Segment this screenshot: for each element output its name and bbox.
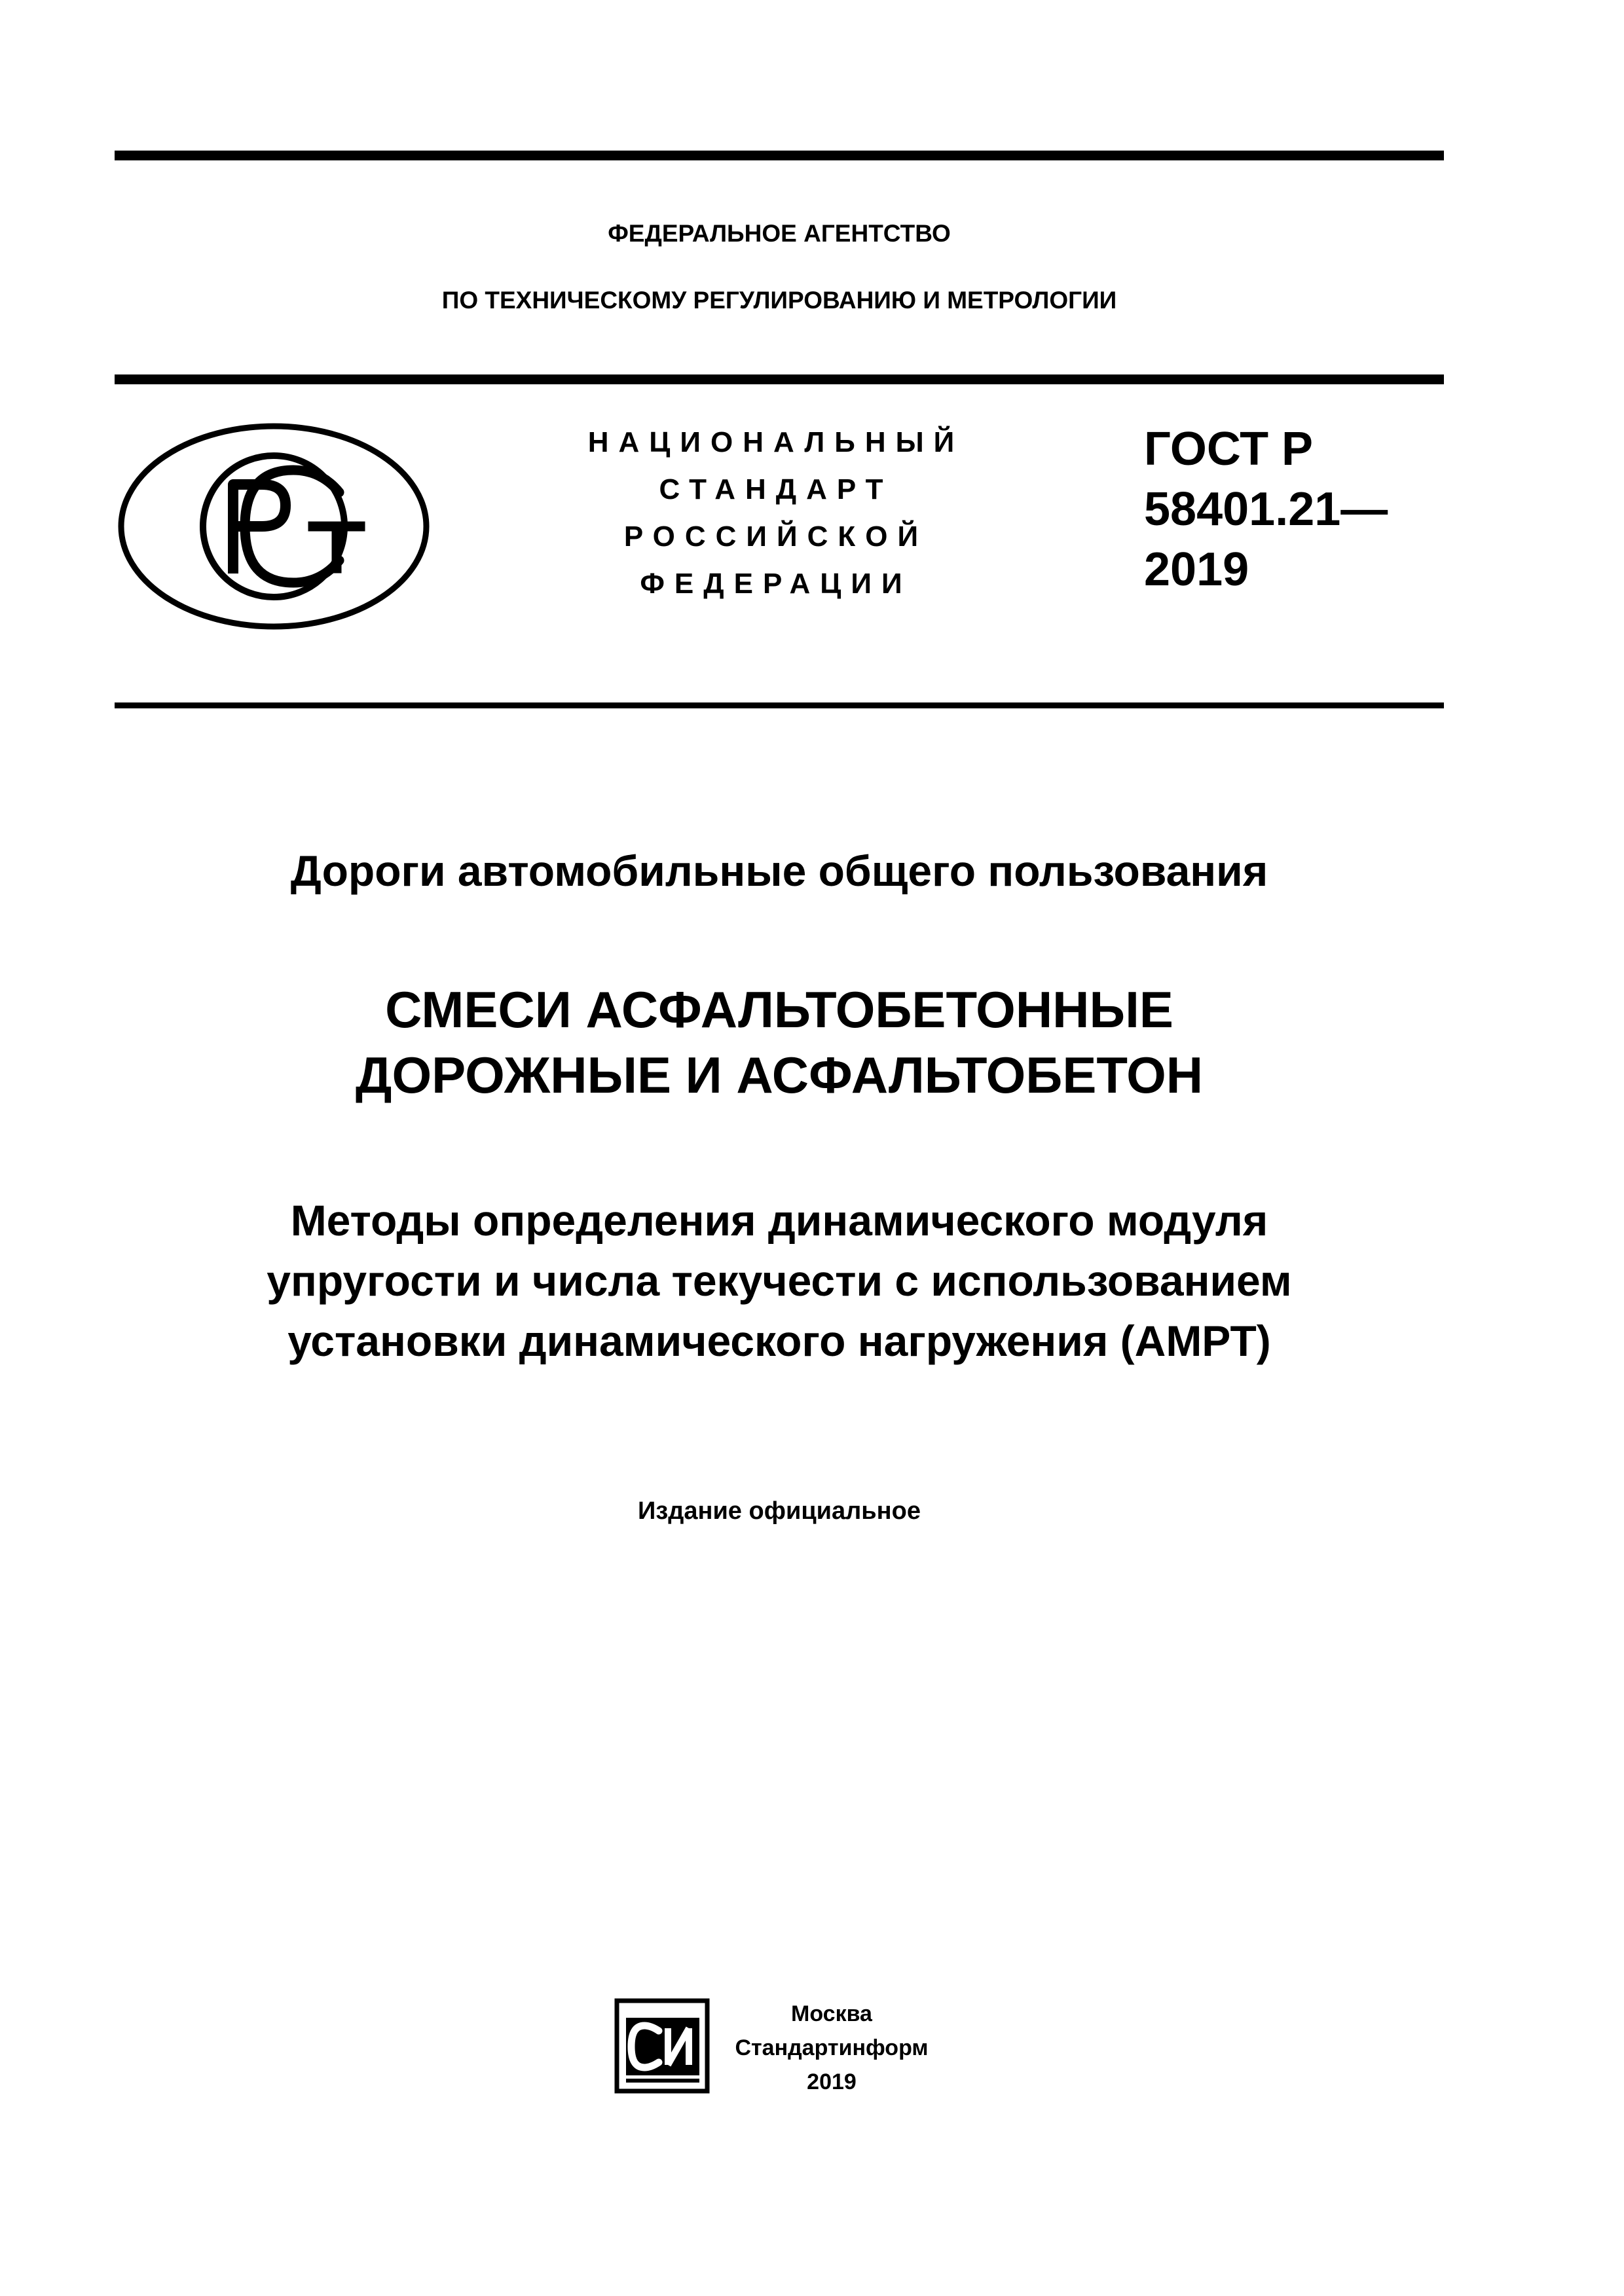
document-title-line-1: СМЕСИ АСФАЛЬТОБЕТОННЫЕ: [385, 981, 1173, 1038]
standard-number: [1144, 419, 1445, 600]
agency-name-line-2: ПО ТЕХНИЧЕСКОМУ РЕГУЛИРОВАНИЮ И МЕТРОЛОГИИ: [441, 287, 1117, 314]
publisher-city: Москва: [791, 2001, 872, 2026]
document-subtitle-line-2: упругости и числа текучести с использованием: [267, 1256, 1292, 1305]
publisher-block: [717, 1997, 946, 2099]
national-standard-line-1: НАЦИОНАЛЬНЫЙ: [587, 426, 965, 458]
national-standard-label: [553, 419, 999, 608]
publication-year: 2019: [807, 2069, 857, 2094]
standartinform-logo: [613, 1997, 711, 2095]
top-rule: [115, 151, 1444, 160]
document-subtitle: [0, 1190, 1559, 1371]
document-title: [0, 977, 1559, 1108]
standard-number-line-2: 58401.21—: [1144, 483, 1388, 536]
agency-name-line-1: ФЕДЕРАЛЬНОЕ АГЕНТСТВО: [608, 220, 951, 247]
edition-label: Издание официальное: [638, 1497, 921, 1525]
standard-number-line-1: ГОСТ Р: [1144, 423, 1314, 475]
national-standard-line-3: РОССИЙСКОЙ: [623, 520, 929, 553]
document-subtitle-line-1: Методы определения динамического модуля: [290, 1196, 1268, 1245]
bottom-rule: [115, 702, 1444, 708]
document-title-line-2: ДОРОЖНЫЕ И АСФАЛЬТОБЕТОН: [355, 1046, 1204, 1104]
publisher-name: Стандартинформ: [735, 2035, 929, 2060]
document-subtitle-line-3: установки динамического нагружения (АМРТ): [287, 1317, 1271, 1365]
gost-r-certification-logo: [117, 422, 431, 631]
national-standard-line-4: ФЕДЕРАЦИИ: [640, 568, 912, 600]
standard-number-line-3: 2019: [1144, 543, 1249, 596]
middle-rule: [115, 374, 1444, 384]
national-standard-line-2: СТАНДАРТ: [659, 473, 893, 505]
document-category: Дороги автомобильные общего пользования: [290, 847, 1268, 895]
